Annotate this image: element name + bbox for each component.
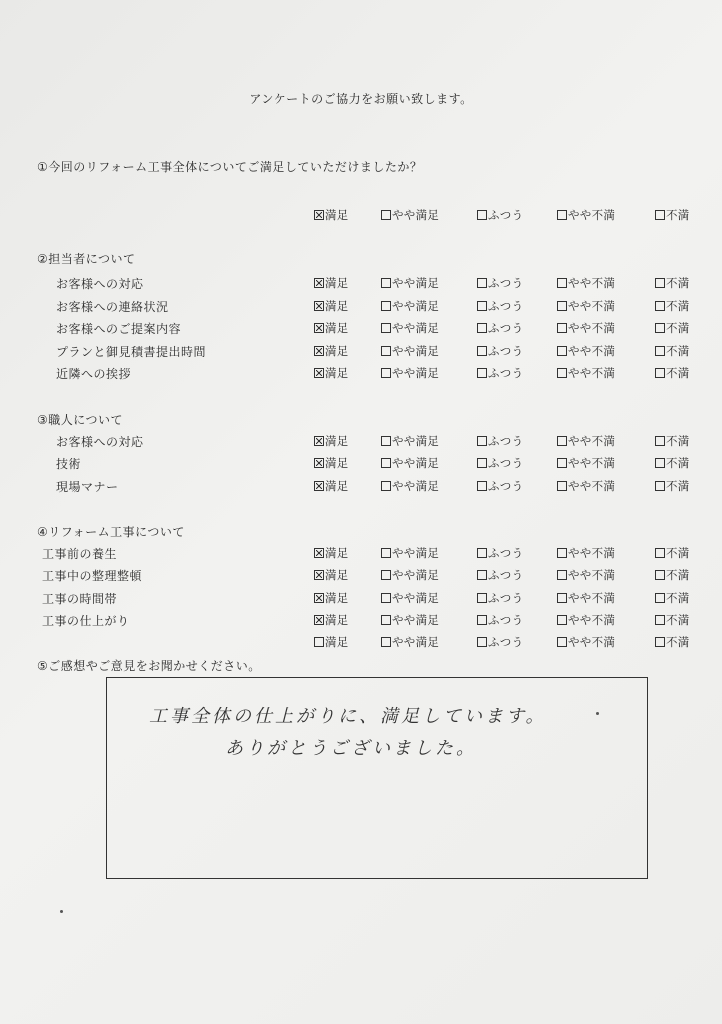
rating-row [0, 634, 722, 652]
checkbox[interactable] [655, 637, 665, 647]
checkbox[interactable] [314, 615, 324, 625]
checkbox[interactable] [477, 481, 487, 491]
checkbox[interactable] [655, 346, 665, 356]
rating-option-label: 不満 [666, 546, 690, 560]
checkbox[interactable] [314, 481, 324, 491]
rating-option[interactable] [655, 545, 690, 561]
checkbox[interactable] [314, 368, 324, 378]
handwritten-comment-line-1: 工事全体の仕上がりに、満足しています。 [149, 706, 547, 727]
rating-item-label: 工事中の整理整頓 [42, 569, 143, 583]
rating-option-label: ふつう [488, 299, 524, 313]
rating-option-label: 満足 [325, 479, 349, 493]
rating-option[interactable] [477, 365, 523, 381]
rating-option[interactable] [557, 478, 615, 494]
checkbox[interactable] [314, 593, 324, 603]
question-5-label: ⑤ご感想やご意見をお聞かせください。 [37, 659, 261, 673]
rating-option[interactable] [314, 634, 349, 650]
rating-option-label: やや満足 [392, 613, 440, 627]
rating-option[interactable] [477, 455, 523, 471]
rating-option[interactable] [477, 545, 523, 561]
rating-option-label: やや満足 [392, 434, 440, 448]
checkbox[interactable] [655, 570, 665, 580]
rating-option-label: 不満 [666, 635, 690, 649]
checkbox[interactable] [557, 481, 567, 491]
rating-option[interactable] [477, 590, 523, 606]
rating-option[interactable] [381, 433, 439, 449]
rating-option-label: 満足 [325, 635, 349, 649]
checkbox[interactable] [655, 368, 665, 378]
rating-option[interactable] [655, 567, 690, 583]
rating-option[interactable] [557, 612, 615, 628]
rating-option[interactable] [381, 478, 439, 494]
rating-item-label: 近隣への挨拶 [56, 367, 132, 381]
rating-option-label: ふつう [488, 546, 524, 560]
checkbox[interactable] [477, 210, 487, 220]
rating-option-label: やや満足 [392, 546, 440, 560]
rating-option[interactable] [314, 590, 349, 606]
checkbox[interactable] [314, 210, 324, 220]
rating-option[interactable] [314, 478, 349, 494]
checkbox[interactable] [655, 458, 665, 468]
rating-option-label: やや満足 [392, 276, 440, 290]
rating-option[interactable] [655, 343, 690, 359]
rating-option-label: 満足 [325, 321, 349, 335]
checkbox[interactable] [477, 436, 487, 446]
rating-option[interactable] [557, 590, 615, 606]
rating-option[interactable] [557, 275, 615, 291]
rating-option-label: やや不満 [568, 434, 616, 448]
checkbox[interactable] [557, 346, 567, 356]
checkbox[interactable] [557, 458, 567, 468]
rating-option[interactable] [557, 298, 615, 314]
rating-option[interactable] [557, 545, 615, 561]
checkbox[interactable] [314, 570, 324, 580]
rating-option-label: やや不満 [568, 366, 616, 380]
handwritten-comment-line-2: ありがとうございました。 [225, 738, 477, 759]
rating-option[interactable] [314, 320, 349, 336]
rating-option-label: やや不満 [568, 635, 616, 649]
checkbox[interactable] [381, 637, 391, 647]
rating-option[interactable] [381, 365, 439, 381]
rating-row [0, 590, 722, 608]
rating-option[interactable] [314, 545, 349, 561]
rating-option-label: ふつう [488, 344, 524, 358]
checkbox[interactable] [477, 548, 487, 558]
rating-option[interactable] [381, 590, 439, 606]
rating-option-label: 不満 [666, 344, 690, 358]
rating-option-label: ふつう [488, 434, 524, 448]
rating-row [0, 545, 722, 563]
rating-item-label: プランと御見積書提出時間 [56, 345, 207, 359]
rating-option-label: やや不満 [568, 276, 616, 290]
rating-option[interactable] [655, 590, 690, 606]
rating-option[interactable] [655, 478, 690, 494]
checkbox[interactable] [381, 570, 391, 580]
rating-option[interactable] [381, 343, 439, 359]
rating-row [0, 455, 722, 473]
rating-option[interactable] [655, 298, 690, 314]
rating-option-label: 不満 [666, 456, 690, 470]
checkbox[interactable] [655, 436, 665, 446]
checkbox[interactable] [557, 368, 567, 378]
rating-item-label: お客様へのご提案内容 [56, 322, 182, 336]
rating-option[interactable] [655, 320, 690, 336]
checkbox[interactable] [477, 637, 487, 647]
rating-option-label: やや満足 [392, 568, 440, 582]
checkbox[interactable] [477, 615, 487, 625]
rating-option-label: ふつう [488, 613, 524, 627]
rating-option[interactable] [655, 634, 690, 650]
rating-option-label: 満足 [325, 456, 349, 470]
rating-option-label: やや満足 [392, 366, 440, 380]
rating-option[interactable] [557, 320, 615, 336]
rating-row [0, 275, 722, 293]
rating-option[interactable] [477, 207, 523, 223]
checkbox[interactable] [381, 481, 391, 491]
checkbox[interactable] [381, 368, 391, 378]
rating-option-label: 不満 [666, 568, 690, 582]
rating-option[interactable] [381, 634, 439, 650]
rating-option-label: やや不満 [568, 613, 616, 627]
rating-option[interactable] [314, 275, 349, 291]
checkbox[interactable] [557, 570, 567, 580]
rating-row [0, 478, 722, 496]
checkbox[interactable] [314, 346, 324, 356]
checkbox[interactable] [477, 346, 487, 356]
rating-option-label: やや満足 [392, 344, 440, 358]
checkbox[interactable] [655, 210, 665, 220]
checkbox[interactable] [655, 548, 665, 558]
rating-option-label: やや満足 [392, 321, 440, 335]
rating-option-label: やや不満 [568, 299, 616, 313]
checkbox[interactable] [655, 593, 665, 603]
rating-option[interactable] [381, 275, 439, 291]
rating-option[interactable] [314, 612, 349, 628]
rating-item-label: お客様への対応 [56, 277, 144, 291]
survey-title: アンケートのご協力をお願い致します。 [249, 92, 473, 106]
rating-option-label: 不満 [666, 299, 690, 313]
checkbox[interactable] [314, 637, 324, 647]
checkbox[interactable] [477, 458, 487, 468]
rating-option-label: やや満足 [392, 479, 440, 493]
rating-option-label: ふつう [488, 591, 524, 605]
checkbox[interactable] [557, 301, 567, 311]
rating-option[interactable] [557, 433, 615, 449]
rating-option[interactable] [655, 455, 690, 471]
rating-option-label: やや不満 [568, 568, 616, 582]
rating-option-label: 不満 [666, 591, 690, 605]
rating-item-label: 現場マナー [56, 480, 119, 494]
rating-option-label: 満足 [325, 276, 349, 290]
checkbox[interactable] [477, 368, 487, 378]
checkbox[interactable] [314, 301, 324, 311]
checkbox[interactable] [381, 301, 391, 311]
rating-option[interactable] [477, 612, 523, 628]
rating-option-label: ふつう [488, 276, 524, 290]
ink-speck [60, 910, 63, 913]
question-3-label: ③職人について [37, 413, 124, 427]
checkbox[interactable] [314, 278, 324, 288]
rating-option-label: やや不満 [568, 456, 616, 470]
rating-option[interactable] [557, 455, 615, 471]
rating-option[interactable] [381, 207, 439, 223]
rating-option[interactable] [477, 433, 523, 449]
rating-item-label: 工事前の養生 [42, 547, 118, 561]
rating-option[interactable] [477, 275, 523, 291]
rating-option[interactable] [381, 298, 439, 314]
rating-row [0, 320, 722, 338]
rating-option-label: 不満 [666, 613, 690, 627]
checkbox[interactable] [557, 593, 567, 603]
checkbox[interactable] [381, 210, 391, 220]
checkbox[interactable] [381, 323, 391, 333]
rating-option-label: ふつう [488, 366, 524, 380]
checkbox[interactable] [477, 570, 487, 580]
checkbox[interactable] [314, 548, 324, 558]
checkbox[interactable] [655, 278, 665, 288]
rating-option-label: やや不満 [568, 208, 616, 222]
checkbox[interactable] [381, 346, 391, 356]
checkbox[interactable] [381, 458, 391, 468]
rating-option-label: ふつう [488, 321, 524, 335]
rating-option[interactable] [655, 612, 690, 628]
rating-option-label: 不満 [666, 276, 690, 290]
rating-option[interactable] [557, 343, 615, 359]
rating-option-label: 満足 [325, 208, 349, 222]
rating-option-label: 不満 [666, 321, 690, 335]
checkbox[interactable] [381, 615, 391, 625]
checkbox[interactable] [477, 278, 487, 288]
rating-option-label: 不満 [666, 479, 690, 493]
rating-option[interactable] [314, 567, 349, 583]
rating-option-label: やや満足 [392, 299, 440, 313]
rating-option-label: 満足 [325, 613, 349, 627]
rating-item-label: 技術 [56, 457, 82, 471]
rating-row [0, 567, 722, 585]
checkbox[interactable] [557, 615, 567, 625]
rating-option-label: ふつう [488, 208, 524, 222]
rating-option-label: やや満足 [392, 635, 440, 649]
checkbox[interactable] [557, 278, 567, 288]
checkbox[interactable] [314, 323, 324, 333]
rating-option[interactable] [314, 433, 349, 449]
question-1-label: ①今回のリフォーム工事全体についてご満足していただけましたか？ [37, 160, 423, 174]
checkbox[interactable] [477, 301, 487, 311]
rating-option-label: ふつう [488, 568, 524, 582]
comment-box [106, 677, 648, 879]
rating-option[interactable] [655, 275, 690, 291]
rating-option[interactable] [477, 320, 523, 336]
checkbox[interactable] [381, 436, 391, 446]
rating-option-label: やや満足 [392, 456, 440, 470]
rating-option[interactable] [477, 343, 523, 359]
rating-option-label: やや不満 [568, 591, 616, 605]
checkbox[interactable] [477, 323, 487, 333]
rating-option[interactable] [557, 207, 615, 223]
rating-option-label: 満足 [325, 546, 349, 560]
rating-option[interactable] [655, 365, 690, 381]
rating-item-label: お客様への連絡状況 [56, 300, 169, 314]
rating-option-label: 満足 [325, 591, 349, 605]
rating-option-label: 満足 [325, 568, 349, 582]
rating-option-label: やや不満 [568, 344, 616, 358]
rating-item-label: 工事の時間帯 [42, 592, 118, 606]
rating-row [0, 433, 722, 451]
rating-row [0, 207, 722, 225]
rating-option[interactable] [381, 320, 439, 336]
checkbox[interactable] [557, 436, 567, 446]
checkbox[interactable] [655, 615, 665, 625]
rating-option[interactable] [557, 365, 615, 381]
rating-option-label: やや不満 [568, 321, 616, 335]
checkbox[interactable] [655, 481, 665, 491]
rating-option-label: やや不満 [568, 546, 616, 560]
rating-option-label: 満足 [325, 344, 349, 358]
rating-row [0, 298, 722, 316]
checkbox[interactable] [557, 548, 567, 558]
checkbox[interactable] [557, 323, 567, 333]
rating-item-label: 工事の仕上がり [42, 614, 130, 628]
rating-option-label: やや不満 [568, 479, 616, 493]
rating-option[interactable] [381, 612, 439, 628]
checkbox[interactable] [381, 593, 391, 603]
rating-option-label: 満足 [325, 434, 349, 448]
rating-option[interactable] [314, 365, 349, 381]
rating-option-label: 不満 [666, 434, 690, 448]
question-4-label: ④リフォーム工事について [37, 525, 185, 539]
rating-option[interactable] [477, 478, 523, 494]
rating-option-label: 満足 [325, 366, 349, 380]
rating-option-label: 不満 [666, 366, 690, 380]
checkbox[interactable] [655, 301, 665, 311]
rating-option[interactable] [314, 207, 349, 223]
rating-option[interactable] [381, 545, 439, 561]
rating-row [0, 343, 722, 361]
rating-option[interactable] [314, 455, 349, 471]
checkbox[interactable] [655, 323, 665, 333]
rating-option-label: 満足 [325, 299, 349, 313]
checkbox[interactable] [381, 278, 391, 288]
rating-option[interactable] [314, 343, 349, 359]
rating-option-label: ふつう [488, 635, 524, 649]
rating-option[interactable] [381, 455, 439, 471]
rating-option[interactable] [655, 433, 690, 449]
rating-option[interactable] [655, 207, 690, 223]
rating-option[interactable] [381, 567, 439, 583]
rating-option[interactable] [477, 567, 523, 583]
ink-speck [596, 712, 599, 715]
rating-option-label: やや満足 [392, 208, 440, 222]
rating-option-label: やや満足 [392, 591, 440, 605]
checkbox[interactable] [381, 548, 391, 558]
checkbox[interactable] [314, 436, 324, 446]
rating-option-label: ふつう [488, 479, 524, 493]
question-2-label: ②担当者について [37, 252, 136, 266]
checkbox[interactable] [557, 637, 567, 647]
rating-option-label: ふつう [488, 456, 524, 470]
rating-item-label: お客様への対応 [56, 435, 144, 449]
rating-row [0, 365, 722, 383]
checkbox[interactable] [557, 210, 567, 220]
rating-option-label: 不満 [666, 208, 690, 222]
checkbox[interactable] [477, 593, 487, 603]
rating-option[interactable] [314, 298, 349, 314]
rating-option[interactable] [557, 567, 615, 583]
rating-option[interactable] [477, 634, 523, 650]
checkbox[interactable] [314, 458, 324, 468]
rating-option[interactable] [557, 634, 615, 650]
rating-option[interactable] [477, 298, 523, 314]
rating-row [0, 612, 722, 630]
